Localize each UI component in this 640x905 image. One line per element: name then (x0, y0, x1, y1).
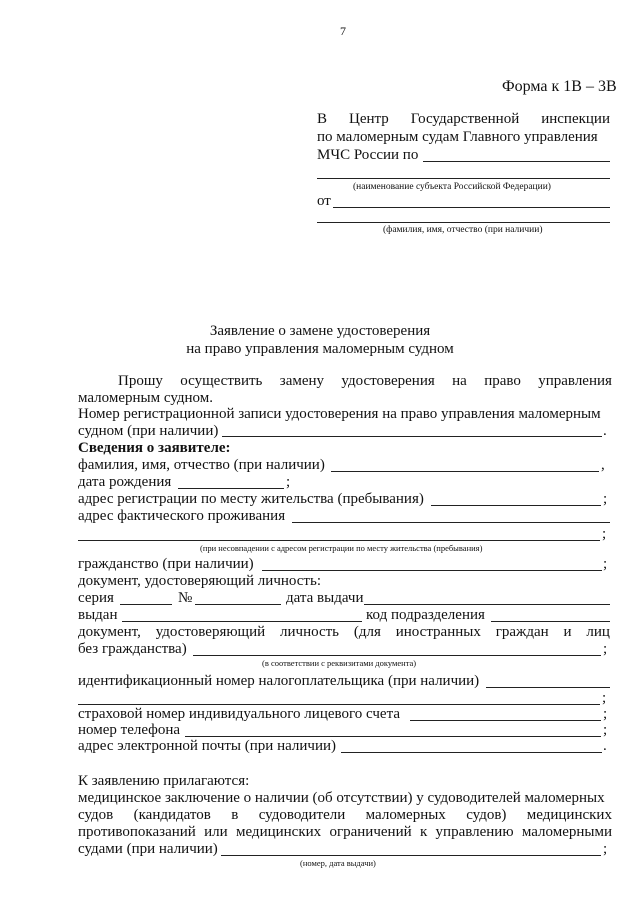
addressee-line-2: по маломерным судам Главного управления (317, 129, 598, 145)
reg-address-field[interactable] (431, 505, 601, 506)
request-line-1: Прошу осуществить замену удостоверения на право управления (118, 373, 612, 389)
birth-semicolon: ; (286, 474, 291, 490)
actual-address-field[interactable] (292, 522, 610, 523)
email-field[interactable] (341, 752, 602, 753)
region-field[interactable] (423, 161, 610, 162)
foreign-doc-line-1: документ, удостоверяющий личность (для иностранных граждан и лиц (78, 624, 610, 640)
snils-semicolon: ; (603, 706, 608, 722)
birth-label: дата рождения (78, 474, 172, 490)
reg-address-label: адрес регистрации по месту жительства (пребывания) (78, 491, 424, 507)
regnum-field[interactable] (222, 436, 602, 437)
reg-address-semicolon: ; (603, 491, 608, 507)
inn-semicolon: ; (602, 690, 607, 706)
hint-med: (номер, дата выдачи) (300, 858, 376, 868)
citizenship-semicolon: ; (603, 556, 608, 572)
phone-field[interactable] (185, 736, 601, 737)
addressee-line-3: МЧС России по (317, 147, 419, 163)
citizenship-field[interactable] (262, 570, 602, 571)
addressee-line-1: В Центр Государственной инспекции (317, 111, 610, 127)
med-line-1: медицинское заключение о наличии (об отсутствии) у судоводителей маломерных (78, 790, 605, 806)
fio-field[interactable] (331, 471, 599, 472)
form-code: Форма к 1В – 3В (502, 78, 617, 95)
issue-date-field[interactable] (364, 604, 610, 605)
request-line-2: маломерным судном. (78, 390, 214, 406)
citizenship-label: гражданство (при наличии) (78, 556, 254, 572)
hint-name: (фамилия, имя, отчество (при наличии) (383, 225, 543, 235)
foreign-doc-field[interactable] (193, 655, 601, 656)
med-semicolon: ; (603, 841, 608, 857)
email-label: адрес электронной почты (при наличии) (78, 738, 336, 754)
issue-date-label: дата выдачи (286, 590, 364, 606)
applicant-heading: Сведения о заявителе: (78, 440, 231, 456)
phone-semicolon: ; (603, 722, 608, 738)
number-field[interactable] (195, 604, 281, 605)
issued-by-label: выдан (78, 607, 118, 623)
stateless-label: без гражданства) (78, 641, 187, 657)
actual-address-label: адрес фактического проживания (78, 508, 286, 524)
birth-field[interactable] (178, 488, 284, 489)
snils-field[interactable] (410, 720, 601, 721)
regnum-period: . (603, 423, 607, 439)
med-line-2: судов (кандидатов в судоводители маломерных судов) медицинских (78, 807, 612, 823)
actual-address-semicolon: ; (602, 526, 607, 542)
from-name-field-line-2[interactable] (317, 222, 610, 223)
document-title-line-1: Заявление о замене удостоверения (209, 323, 431, 339)
snils-label: страховой номер индивидуального лицевого счета (78, 706, 400, 722)
regnum-line-2: судном (при наличии) (78, 423, 219, 439)
hint-address: (при несовпадении с адресом регистрации по месту жительства (пребывания) (200, 543, 483, 553)
inn-field[interactable] (486, 687, 610, 688)
page-number: 7 (340, 24, 346, 38)
from-name-field[interactable] (333, 207, 610, 208)
email-period: . (603, 738, 607, 754)
from-label: от (317, 193, 331, 209)
regnum-line-1: Номер регистрационной записи удостоверения на право управления маломерным (78, 406, 601, 422)
hint-subject: (наименование субъекта Российской Федерации) (353, 182, 551, 192)
id-doc-label: документ, удостоверяющий личность: (78, 573, 321, 589)
series-field[interactable] (120, 604, 172, 605)
number-sign: № (178, 590, 193, 606)
fio-label: фамилия, имя, отчество (при наличии) (78, 457, 325, 473)
foreign-doc-semicolon: ; (603, 641, 608, 657)
document-title-line-2: на право управления маломерным судном (186, 341, 454, 357)
attachments-heading: К заявлению прилагаются: (78, 773, 250, 789)
series-label: серия (78, 590, 114, 606)
dept-code-field[interactable] (491, 621, 610, 622)
inn-field-line-2[interactable] (78, 704, 600, 705)
issued-by-field[interactable] (122, 621, 362, 622)
fio-comma: , (601, 457, 605, 473)
region-field-line-2[interactable] (317, 178, 610, 179)
inn-label: идентификационный номер налогоплательщика (при наличии) (78, 673, 480, 689)
med-line-3: противопоказаний или медицинских ограничений к управлению маломерными (78, 824, 612, 840)
phone-label: номер телефона (78, 722, 181, 738)
med-line-4: судами (при наличии) (78, 841, 218, 857)
actual-address-field-line-2[interactable] (78, 540, 600, 541)
hint-doc: (в соответствии с реквизитами документа) (262, 658, 417, 668)
dept-code-label: код подразделения (366, 607, 485, 623)
med-field[interactable] (221, 855, 601, 856)
